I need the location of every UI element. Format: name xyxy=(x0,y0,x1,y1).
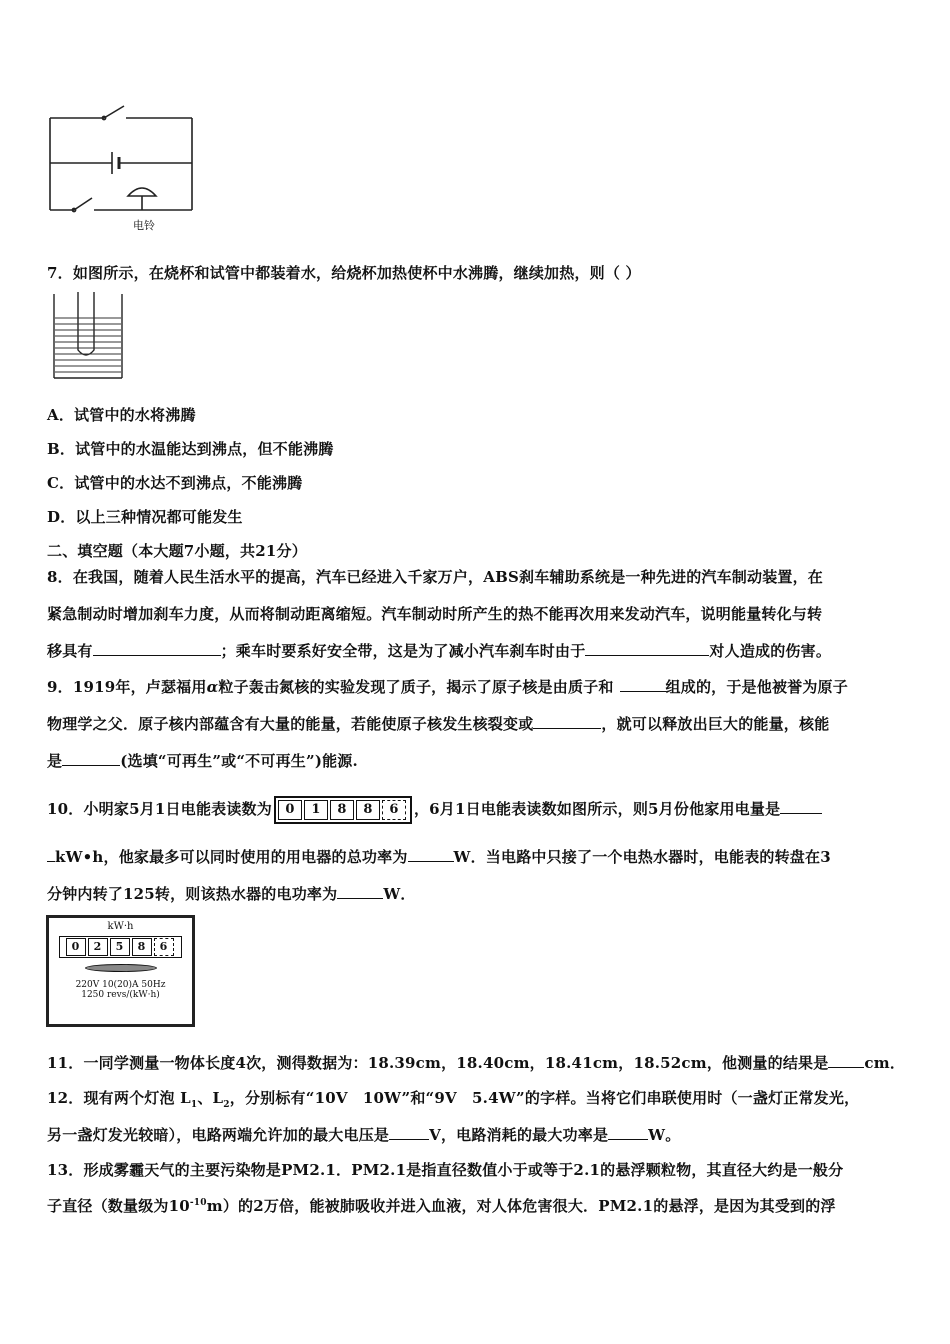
q9-line1 xyxy=(47,676,848,697)
meter-reading-may xyxy=(274,796,412,824)
q8-text: ；乘车时要系好安全带，这是为了减小汽车刹车时由于 xyxy=(220,642,586,660)
q12-text: V，电路消耗的最大功率是 xyxy=(429,1126,609,1144)
q8-text: 移具有 xyxy=(47,642,93,660)
q10-text: 分钟内转了125转，则该热水器的电功率为 xyxy=(47,885,338,903)
meter-disc xyxy=(85,964,157,972)
answer-blank[interactable] xyxy=(828,1053,864,1068)
q11-text: 11．一同学测量一物体长度4次，测得数据为：18.39cm，18.40cm，18.41cm，18.52cm，他测量的结果是 xyxy=(47,1054,829,1072)
q9-text: 组成的，于是他被誉为原子 xyxy=(665,678,848,696)
answer-blank[interactable] xyxy=(608,1125,648,1140)
q13-text: 子直径（数量级为10 xyxy=(47,1197,190,1215)
q8-line2: 紧急制动时增加刹车力度，从而将制动距离缩短。汽车制动时所产生的热不能再次用来发动汽车，说明能量转化与转 xyxy=(47,605,823,623)
q13-line2 xyxy=(47,1195,836,1216)
meter-digit-decimal: 6 xyxy=(154,938,174,956)
q8-line3 xyxy=(47,640,831,661)
electric-meter-figure xyxy=(46,915,195,1027)
q12-text: 、L xyxy=(197,1089,224,1107)
alpha-symbol: α xyxy=(206,678,219,696)
meter-digit: 8 xyxy=(132,938,152,956)
meter-digit: 8 xyxy=(356,800,380,820)
q12-text: 12．现有两个灯泡 L xyxy=(47,1089,191,1107)
q9-text: 9．1919年，卢瑟福用 xyxy=(47,678,207,696)
q12-text: 另一盏灯发光较暗），电路两端允许加的最大电压是 xyxy=(47,1126,390,1144)
q12-text: W。 xyxy=(648,1126,681,1144)
q9-text: ，就可以释放出巨大的能量，核能 xyxy=(601,715,830,733)
q7-option-c: C．试管中的水达不到沸点，不能沸腾 xyxy=(47,474,303,492)
meter-unit: kW·h xyxy=(107,921,134,932)
q9-text: 是 xyxy=(47,752,63,770)
q10-line3 xyxy=(47,883,416,904)
superscript: -10 xyxy=(189,1198,207,1208)
bell-label: 电铃 xyxy=(133,219,155,232)
q10-line1 xyxy=(47,796,822,824)
answer-blank[interactable] xyxy=(62,751,120,766)
answer-blank[interactable] xyxy=(533,714,601,729)
q9-line3 xyxy=(47,750,358,771)
answer-blank[interactable] xyxy=(408,847,454,862)
q13-text: m）的2万倍，能被肺吸收并进入血液，对人体危害很大．PM2.1的悬浮，是因为其受到的浮 xyxy=(206,1197,836,1215)
meter-digit: 1 xyxy=(304,800,328,820)
q8-text: 对人造成的伤害。 xyxy=(709,642,832,660)
meter-digit: 5 xyxy=(110,938,130,956)
bell-circuit-diagram xyxy=(44,100,204,235)
section-title: 二、填空题（本大题7小题，共21分） xyxy=(47,542,307,560)
q11-text: cm． xyxy=(864,1054,906,1072)
q12-line1 xyxy=(47,1087,859,1110)
q10-line2 xyxy=(47,846,831,867)
q10-text: W．当电路中只接了一个电热水器时，电能表的转盘在3 xyxy=(453,848,831,866)
q12-text: ，分别标有“10V 10W”和“9V 5.4W”的字样。当将它们串联使用时（一盏灯正常发光， xyxy=(229,1089,860,1107)
answer-blank[interactable] xyxy=(620,677,666,692)
meter-spec-1: 220V 10(20)A 50Hz xyxy=(75,980,166,990)
subscript: 2 xyxy=(223,1100,230,1110)
q9-text: (选填“可再生”或“不可再生”)能源. xyxy=(120,752,358,770)
q10-text: W． xyxy=(383,885,416,903)
answer-blank[interactable] xyxy=(389,1125,429,1140)
q8-line1: 8．在我国，随着人民生活水平的提高，汽车已经进入千家万户，ABS刹车辅助系统是一种先进的汽车制动装置，在 xyxy=(47,568,823,586)
subscript: 1 xyxy=(190,1100,198,1110)
answer-blank[interactable] xyxy=(585,641,709,656)
meter-digit: 0 xyxy=(66,938,86,956)
q10-text: kW•h，他家最多可以同时使用的用电器的总功率为 xyxy=(55,848,408,866)
q9-text: 粒子轰击氮核的实验发现了质子，揭示了原子核是由质子和 xyxy=(218,678,614,696)
meter-digit: 8 xyxy=(330,800,354,820)
meter-spec-2: 1250 revs/(kW·h) xyxy=(81,990,160,1000)
q12-line2 xyxy=(47,1124,680,1145)
q7-option-b: B．试管中的水温能达到沸点，但不能沸腾 xyxy=(47,440,334,458)
meter-digit: 0 xyxy=(278,800,302,820)
q7-stem: 7．如图所示，在烧杯和试管中都装着水，给烧杯加热使杯中水沸腾，继续加热，则（ ） xyxy=(47,264,641,282)
answer-blank[interactable] xyxy=(93,641,221,656)
beaker-test-tube-figure xyxy=(50,290,126,382)
q9-line2 xyxy=(47,713,829,734)
meter-digits xyxy=(59,936,182,958)
meter-digit-decimal: 6 xyxy=(382,800,406,820)
q13-line1: 13．形成雾霾天气的主要污染物是PM2.1．PM2.1是指直径数值小于或等于2.1的悬浮颗粒物，其直径大约是一般分 xyxy=(47,1161,844,1179)
q7-option-a: A．试管中的水将沸腾 xyxy=(47,406,196,424)
answer-blank[interactable] xyxy=(47,847,55,862)
q9-text: 物理学之父．原子核内部蕴含有大量的能量，若能使原子核发生核裂变或 xyxy=(47,715,534,733)
answer-blank[interactable] xyxy=(780,799,822,814)
q7-option-d: D．以上三种情况都可能发生 xyxy=(47,508,243,526)
meter-digit: 2 xyxy=(88,938,108,956)
answer-blank[interactable] xyxy=(337,884,383,899)
q10-text: 10．小明家5月1日电能表读数为 xyxy=(47,800,272,818)
q10-text: ，6月1日电能表读数如图所示，则5月份他家用电量是 xyxy=(413,800,781,818)
q11-line xyxy=(47,1052,905,1073)
